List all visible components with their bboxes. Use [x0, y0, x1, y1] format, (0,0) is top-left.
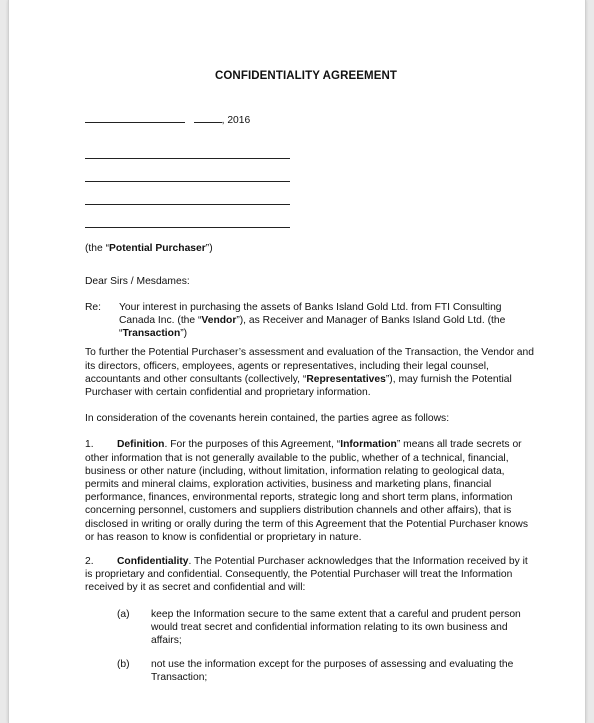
consideration-paragraph: In consideration of the covenants herein contained, the parties agree as follows: — [85, 413, 450, 425]
re-text-2: ”), as Receiver and Manager of Banks Island Gold Ltd. (the “ — [119, 315, 506, 340]
address-line-2[interactable] — [85, 180, 290, 182]
re-bold-transaction: Transaction — [122, 328, 181, 340]
list-item-label: (a) — [117, 608, 130, 620]
section-1-number: 1. — [85, 439, 94, 451]
intro-text-1: To further the Potential Purchaser’s assessment and evaluation of the Transaction, the Vendor and its directors, officers, employees, agents or representatives, including their legal counsel, accountants and other consultants (collectively, “ — [85, 347, 534, 385]
address-line-3[interactable] — [85, 203, 290, 205]
section-1-heading: Definition — [117, 439, 165, 451]
section-1-definition — [85, 438, 537, 544]
purchaser-label-bold: Potential Purchaser — [109, 243, 206, 255]
document-title: CONFIDENTIALITY AGREEMENT — [214, 70, 398, 82]
re-text — [119, 301, 537, 341]
purchaser-label-prefix: (the “ — [85, 243, 110, 255]
section-2-confidentiality — [85, 555, 537, 595]
section-1-text-1: . For the purposes of this Agreement, “ — [164, 439, 341, 451]
salutation: Dear Sirs / Mesdames: — [85, 275, 190, 287]
re-bold-vendor: Vendor — [201, 315, 237, 327]
date-blank-month[interactable] — [85, 113, 185, 123]
list-item-text: not use the information except for the purposes of assessing and evaluating the Transaction; — [151, 659, 514, 684]
section-2-heading: Confidentiality — [117, 556, 189, 568]
re-text-1: Your interest in purchasing the assets of Banks Island Gold Ltd. from FTI Consulting Canada Inc. (the “ — [119, 301, 502, 327]
intro-paragraph — [85, 346, 537, 399]
list-item — [117, 608, 537, 648]
intro-bold: Representatives — [306, 373, 386, 385]
section-2-text: . The Potential Purchaser acknowledges that the Information received by it is proprietary and confidential. Consequently, the Potential Purchaser will treat the Information received by it as secret and confidential and will: — [85, 556, 528, 594]
section-2-number: 2. — [85, 556, 94, 568]
intro-text-2: ”), may furnish the Potential Purchaser with certain confidential and proprietary information. — [85, 373, 512, 399]
date-year: , 2016 — [221, 115, 251, 127]
address-line-1[interactable] — [85, 157, 290, 159]
list-item — [117, 658, 537, 684]
re-text-3: ”) — [180, 328, 188, 340]
purchaser-label — [85, 242, 537, 255]
date-blank-day[interactable] — [194, 113, 222, 123]
date-line — [85, 113, 537, 127]
re-label: Re: — [85, 301, 102, 313]
address-line-4[interactable] — [85, 226, 290, 228]
purchaser-label-suffix: ”) — [205, 243, 213, 255]
list-item-text: keep the Information secure to the same extent that a careful and prudent person would treat secret and confidential information relating to its own business and affairs; — [151, 608, 521, 647]
document-page — [8, 0, 586, 723]
re-line — [85, 301, 537, 341]
list-item-label: (b) — [117, 659, 130, 671]
section-1-bold: Information — [340, 439, 397, 451]
section-1-text-2: ” means all trade secrets or other information that is not generally available to the public, whether of a technical, financial, business or other nature (including, without limitation, information relating to geological data, permits and mineral claims, exploration activities, business and marketing plans, financial performance, finances, environmental reports, strategic long and short term plans, information concerning personnel, customers and suppliers distribution channels and other affairs), that is disclosed in writing or orally during the term of this Agreement that the Potential Purchaser knows or has reason to know is confidential or proprietary in nature. — [85, 439, 528, 543]
